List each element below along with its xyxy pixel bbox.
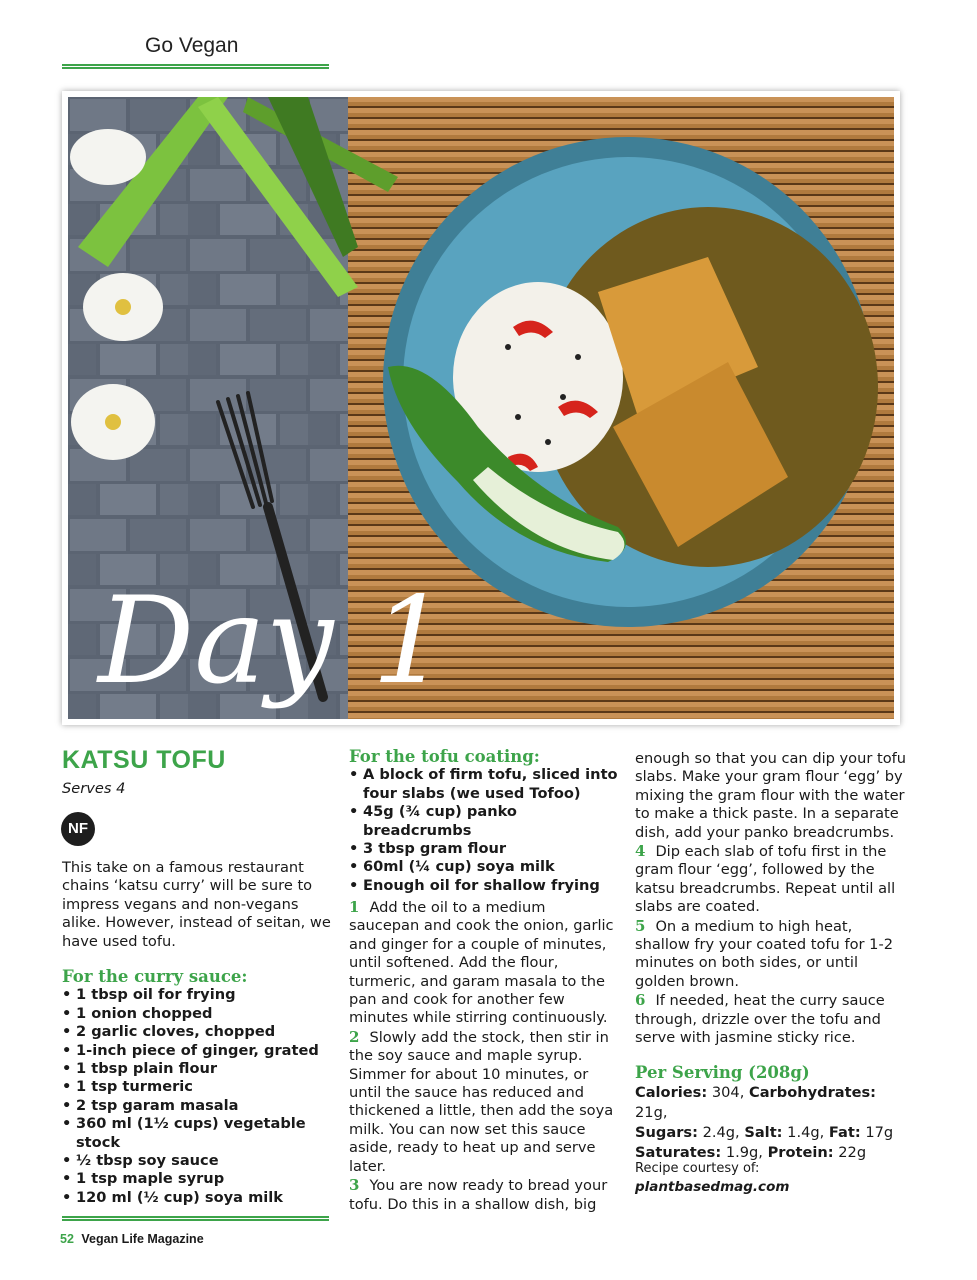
recipe-photo-frame: [62, 91, 900, 725]
recipe-title: KATSU TOFU: [62, 746, 226, 774]
nutrition-line: [635, 1083, 910, 1123]
fat-label: Fat:: [828, 1124, 861, 1141]
ingredient: • 2 tsp garam masala: [62, 1097, 334, 1115]
method-steps-col2: [349, 898, 619, 1214]
recipe-credit: [635, 1160, 910, 1197]
credit-label: Recipe courtesy of:: [635, 1161, 760, 1176]
step-text: If needed, heat the curry sauce through, drizzle over the tofu and serve with jasmine sticky rice.: [635, 992, 885, 1047]
step-text: Dip each slab of tofu first in the gram flour ‘egg’, followed by the katsu breadcrumbs. Repeat until all slabs are coated.: [635, 843, 896, 916]
nutrition-line: [635, 1123, 910, 1143]
step-text: Add the oil to a medium saucepan and cook the onion, garlic and ginger for a couple of minutes, until softened. Add the flour, turmeric, and garam masala to the pan and cook for another few minutes while stirring continuously.: [349, 899, 614, 1027]
sugars-value: 2.4g,: [702, 1124, 740, 1141]
credit-link[interactable]: plantbasedmag.com: [635, 1179, 790, 1196]
method-step: [635, 917, 910, 992]
saturates-value: 1.9g,: [725, 1144, 763, 1161]
nutrition-panel: [635, 1063, 910, 1163]
ingredient: • A block of firm tofu, sliced into four slabs (we used Tofoo): [349, 766, 619, 803]
serves: Serves 4: [62, 780, 126, 797]
method-step: [349, 1176, 619, 1214]
ingredient: • ½ tbsp soy sauce: [62, 1152, 334, 1170]
salt-value: 1.4g,: [787, 1124, 825, 1141]
nut-free-badge: NF: [61, 812, 95, 846]
step-text: On a medium to high heat, shallow fry your coated tofu for 1-2 minutes on both sides, or until golden brown.: [635, 917, 893, 990]
sugars-label: Sugars:: [635, 1124, 698, 1141]
nutrition-heading: Per Serving (208g): [635, 1063, 810, 1082]
method-step: [635, 991, 910, 1047]
tofu-coating-heading: For the tofu coating:: [349, 747, 540, 766]
step-number: 3: [349, 1176, 360, 1195]
method-step: [635, 842, 910, 917]
day-overlay-text: Day 1: [98, 572, 449, 711]
tofu-coating-list: [349, 766, 619, 895]
calories-value: 304,: [711, 1084, 745, 1101]
ingredient: • 1-inch piece of ginger, grated: [62, 1042, 334, 1060]
tofu-coating-section: [349, 748, 619, 895]
protein-value: 22g: [838, 1144, 867, 1161]
fat-value: 17g: [865, 1124, 894, 1141]
ingredient: • 120 ml (½ cup) soya milk: [62, 1189, 334, 1207]
ingredient: • 360 ml (1½ cups) vegetable stock: [62, 1115, 334, 1152]
ingredient: • 3 tbsp gram flour: [349, 840, 619, 858]
step-text: You are now ready to bread your tofu. Do this in a shallow dish, big: [349, 1177, 608, 1213]
step-number: 2: [349, 1027, 360, 1046]
ingredient: • 1 tbsp plain flour: [62, 1060, 334, 1078]
recipe-intro: This take on a famous restaurant chains ‘katsu curry’ will be sure to impress vegans and non-vegans alike. However, instead of seitan, we have used tofu.: [62, 859, 331, 950]
step-number: 4: [635, 842, 646, 861]
magazine-name: Vegan Life Magazine: [81, 1232, 204, 1246]
ingredient: • 1 tsp maple syrup: [62, 1170, 334, 1188]
ingredient: • 45g (¾ cup) panko breadcrumbs: [349, 803, 619, 840]
protein-label: Protein:: [767, 1144, 834, 1161]
curry-sauce-section: [62, 968, 334, 1207]
header-rule: [62, 64, 329, 69]
ingredient: • 2 garlic cloves, chopped: [62, 1023, 334, 1041]
step-number: 1: [349, 898, 360, 916]
curry-sauce-list: [62, 986, 334, 1207]
method-step: [349, 898, 619, 1028]
page-number: 52: [60, 1232, 74, 1246]
page-footer: [60, 1232, 204, 1246]
method-step-continued: enough so that you can dip your tofu slabs. Make your gram flour ‘egg’ by mixing the gram flour with the water to make a thick paste. In a separate dish, add your panko breadcrumbs.: [635, 750, 907, 841]
step-number: 6: [635, 991, 646, 1010]
curry-sauce-heading: For the curry sauce:: [62, 967, 248, 986]
salt-label: Salt:: [744, 1124, 783, 1141]
footer-rule: [62, 1216, 329, 1221]
ingredient: • 60ml (¼ cup) soya milk: [349, 858, 619, 876]
carbs-label: Carbohydrates:: [749, 1084, 877, 1101]
section-title: Go Vegan: [145, 34, 239, 57]
saturates-label: Saturates:: [635, 1144, 722, 1161]
carbs-value: 21g,: [635, 1104, 668, 1121]
method-step: [349, 1028, 619, 1176]
ingredient: • 1 onion chopped: [62, 1005, 334, 1023]
method-steps-col3: [635, 750, 910, 1048]
ingredient: • 1 tsp turmeric: [62, 1078, 334, 1096]
step-number: 5: [635, 916, 646, 935]
ingredient: • Enough oil for shallow frying: [349, 877, 619, 895]
calories-label: Calories:: [635, 1084, 708, 1101]
recipe-photo: [68, 97, 894, 719]
step-text: Slowly add the stock, then stir in the soy sauce and maple syrup. Simmer for about 10 minutes, or until the sauce has reduced and thickened a little, then add the soya milk. You can now set this sauce aside, ready to heat up and serve later.: [349, 1028, 614, 1175]
ingredient: • 1 tbsp oil for frying: [62, 986, 334, 1004]
